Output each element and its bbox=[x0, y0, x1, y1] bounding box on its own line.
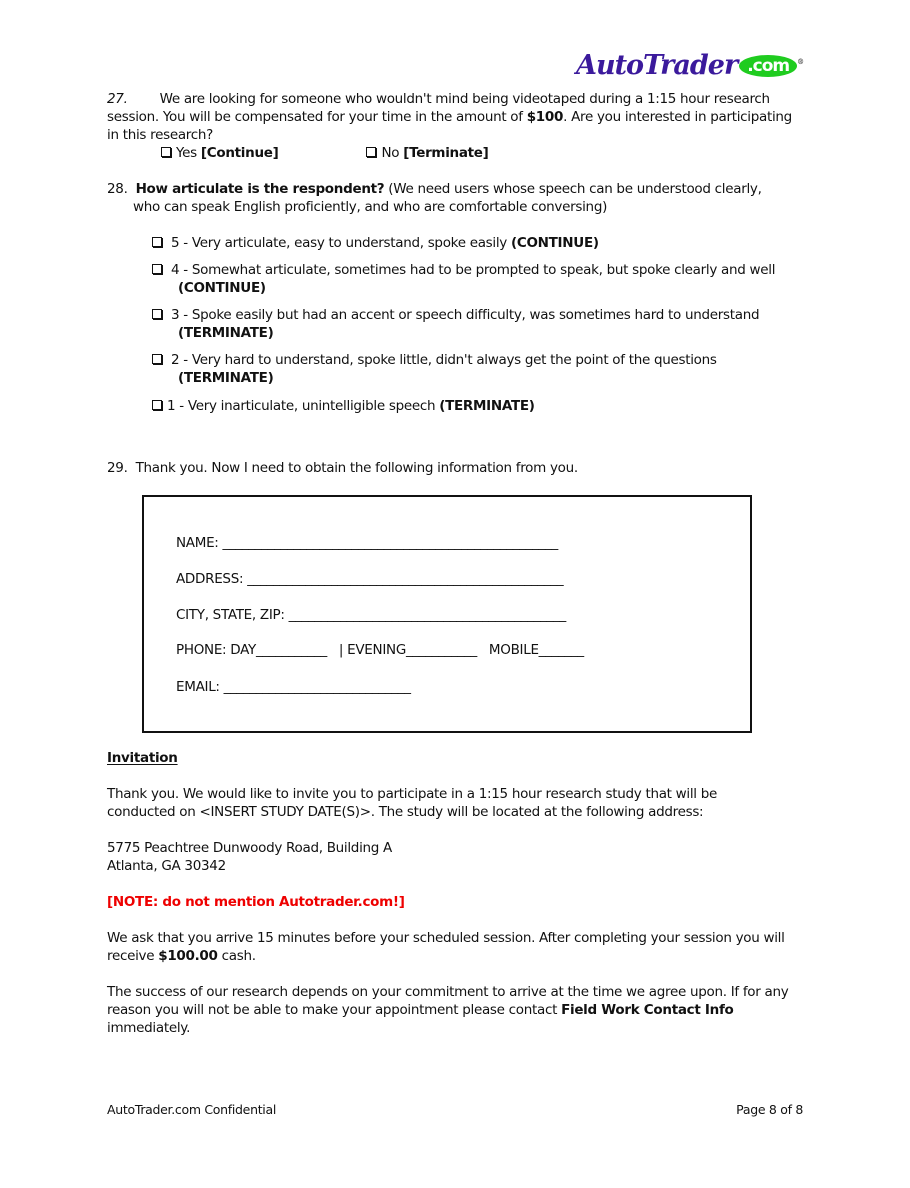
question-27 bbox=[107, 90, 807, 162]
study-address: Atlanta, GA 30342 bbox=[107, 858, 226, 874]
logo-suffix: .com bbox=[739, 55, 797, 77]
q27-no-option[interactable] bbox=[366, 145, 488, 161]
yes-label: Yes bbox=[176, 145, 201, 161]
option-text: 4 - Somewhat articulate, sometimes had to be prompted to speak, but spoke clearly and well bbox=[171, 262, 776, 278]
q27-text: . Are you interested in participating bbox=[563, 109, 792, 125]
invitation-heading: Invitation bbox=[107, 750, 178, 766]
checkbox-icon[interactable] bbox=[152, 309, 162, 319]
footer-confidential: AutoTrader.com Confidential bbox=[107, 1102, 277, 1117]
q28-option[interactable] bbox=[152, 306, 759, 342]
option-action: (TERMINATE) bbox=[178, 370, 274, 386]
invitation-text: receive bbox=[107, 948, 159, 964]
city-state-zip-field[interactable]: CITY, STATE, ZIP: ___________________________________________ bbox=[176, 607, 566, 623]
checkbox-icon[interactable] bbox=[152, 354, 162, 364]
footer-page-number: Page 8 of 8 bbox=[736, 1102, 803, 1117]
no-action: [Terminate] bbox=[403, 145, 489, 161]
q27-amount: $100 bbox=[526, 109, 564, 125]
checkbox-icon[interactable] bbox=[366, 147, 376, 157]
checkbox-icon[interactable] bbox=[152, 264, 162, 274]
name-field[interactable]: NAME: ____________________________________________________ bbox=[176, 535, 558, 551]
study-address: 5775 Peachtree Dunwoody Road, Building A bbox=[107, 840, 392, 856]
address-field[interactable]: ADDRESS: _________________________________________________ bbox=[176, 571, 564, 587]
phone-fields[interactable]: PHONE: DAY___________ | EVENING___________ MOBILE_______ bbox=[176, 642, 584, 658]
option-text: 1 - Very inarticulate, unintelligible speech bbox=[167, 398, 440, 414]
option-text: 2 - Very hard to understand, spoke little, didn't always get the point of the questions bbox=[171, 352, 717, 368]
q28-number: 28. bbox=[107, 181, 128, 197]
invitation-text: cash. bbox=[217, 948, 256, 964]
note-text: [NOTE: do not mention Autotrader.com!] bbox=[107, 894, 405, 910]
question-29 bbox=[107, 459, 578, 477]
option-action: (TERMINATE) bbox=[178, 325, 274, 341]
q27-yes-option[interactable] bbox=[161, 145, 278, 161]
q27-text: in this research? bbox=[107, 127, 213, 143]
q28-option[interactable] bbox=[152, 261, 775, 297]
q28-option[interactable] bbox=[152, 397, 535, 415]
contact-info-form bbox=[142, 495, 752, 733]
q29-text: Thank you. Now I need to obtain the following information from you. bbox=[135, 460, 578, 476]
invitation-text: conducted on <INSERT STUDY DATE(S)>. The study will be located at the following address: bbox=[107, 804, 704, 820]
option-action: (TERMINATE) bbox=[439, 398, 535, 414]
contact-info: Field Work Contact Info bbox=[561, 1002, 734, 1018]
option-action: (CONTINUE) bbox=[178, 280, 266, 296]
q28-desc: (We need users whose speech can be understood clearly, bbox=[384, 181, 762, 197]
invitation-text: The success of our research depends on your commitment to arrive at the time we agree upon. If for any bbox=[107, 984, 789, 1000]
option-text: 3 - Spoke easily but had an accent or speech difficulty, was sometimes hard to understand bbox=[171, 307, 760, 323]
checkbox-icon[interactable] bbox=[152, 400, 162, 410]
logo-mark: ® bbox=[797, 57, 804, 66]
checkbox-icon[interactable] bbox=[152, 237, 162, 247]
invitation-text: Thank you. We would like to invite you to participate in a 1:15 hour research study that will be bbox=[107, 786, 718, 802]
yes-action: [Continue] bbox=[200, 145, 279, 161]
invitation-text: reason you will not be able to make your appointment please contact bbox=[107, 1002, 562, 1018]
invitation-text: immediately. bbox=[107, 1020, 191, 1036]
cash-amount: $100.00 bbox=[158, 948, 218, 964]
option-text: 5 - Very articulate, easy to understand, spoke easily bbox=[171, 235, 511, 251]
q27-number: 27. bbox=[107, 91, 128, 107]
q28-title: How articulate is the respondent? bbox=[135, 181, 385, 197]
q29-number: 29. bbox=[107, 460, 128, 476]
question-28 bbox=[107, 180, 807, 216]
q27-text: session. You will be compensated for your time in the amount of bbox=[107, 109, 527, 125]
logo-brand: AutoTrader bbox=[576, 50, 738, 81]
q27-text: We are looking for someone who wouldn't mind being videotaped during a 1:15 hour research bbox=[159, 91, 770, 107]
invitation-text: We ask that you arrive 15 minutes before your scheduled session. After completing your session you will bbox=[107, 930, 785, 946]
email-field[interactable]: EMAIL: _____________________________ bbox=[176, 679, 411, 695]
q28-option[interactable] bbox=[152, 234, 599, 252]
option-action: (CONTINUE) bbox=[511, 235, 599, 251]
checkbox-icon[interactable] bbox=[161, 147, 171, 157]
no-label: No bbox=[381, 145, 404, 161]
invitation-section bbox=[107, 749, 807, 1037]
q28-option[interactable] bbox=[152, 351, 717, 387]
autotrader-logo bbox=[576, 50, 803, 81]
q28-desc: who can speak English proficiently, and who are comfortable conversing) bbox=[133, 199, 608, 215]
